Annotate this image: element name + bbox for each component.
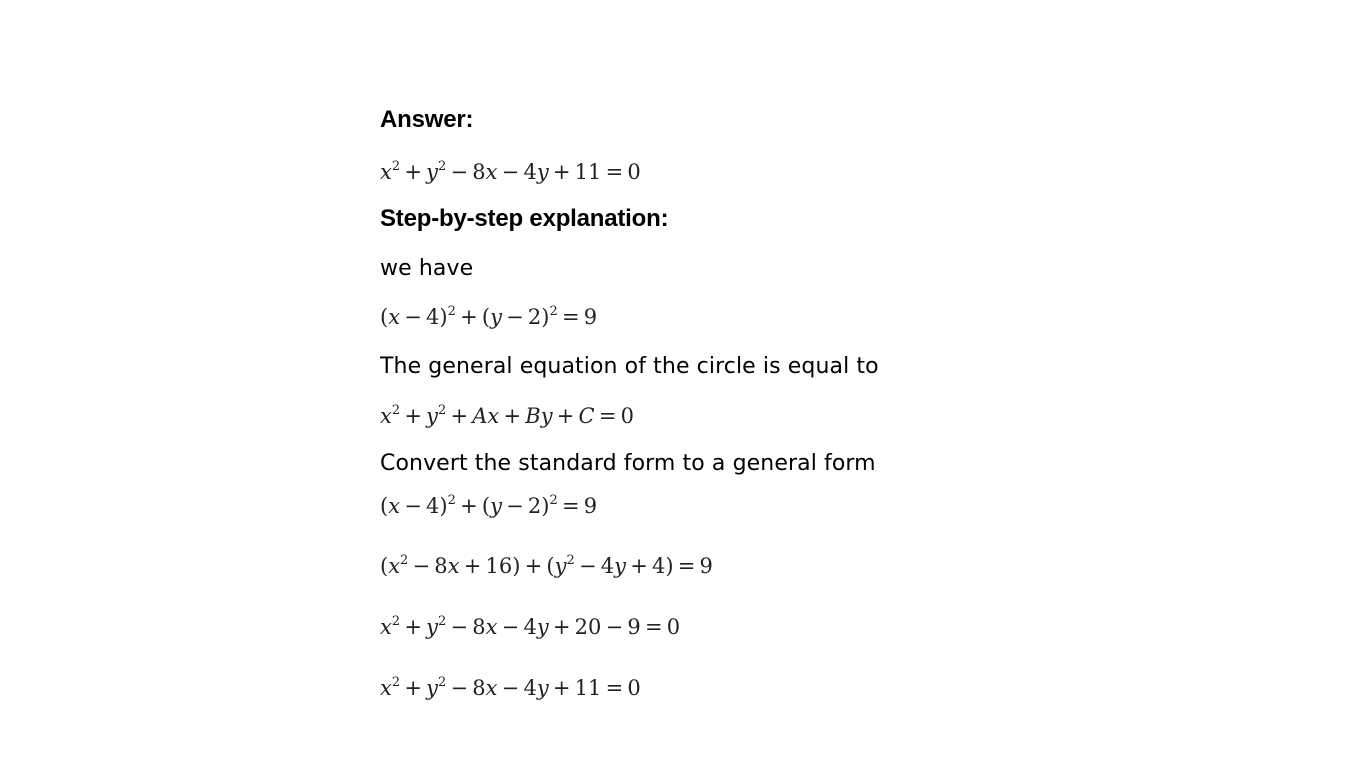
conversion-step-1: $(x - 4)^2 + (y - 2)^2 = 9$	[380, 493, 598, 518]
general-intro-text: The general equation of the circle is equal to	[380, 354, 879, 379]
conversion-step-4: $x^2 + y^2 - 8x - 4y + 11 = 0$	[380, 675, 641, 700]
explanation-heading: Step-by-step explanation:	[380, 205, 669, 232]
answer-equation: $x^2 + y^2 - 8x - 4y + 11 = 0$	[380, 159, 641, 184]
convert-intro-text: Convert the standard form to a general form	[380, 451, 876, 476]
answer-heading: Answer:	[380, 106, 474, 133]
conversion-step-2: $(x^2 - 8x + 16) + (y^2 - 4y + 4) = 9$	[380, 553, 713, 578]
standard-equation: $(x - 4)^2 + (y - 2)^2 = 9$	[380, 304, 598, 329]
general-form-equation: $x^2 + y^2 + Ax + By + C = 0$	[380, 403, 634, 428]
conversion-step-3: $x^2 + y^2 - 8x - 4y + 20 - 9 = 0$	[380, 614, 681, 639]
we-have-text: we have	[380, 256, 474, 281]
